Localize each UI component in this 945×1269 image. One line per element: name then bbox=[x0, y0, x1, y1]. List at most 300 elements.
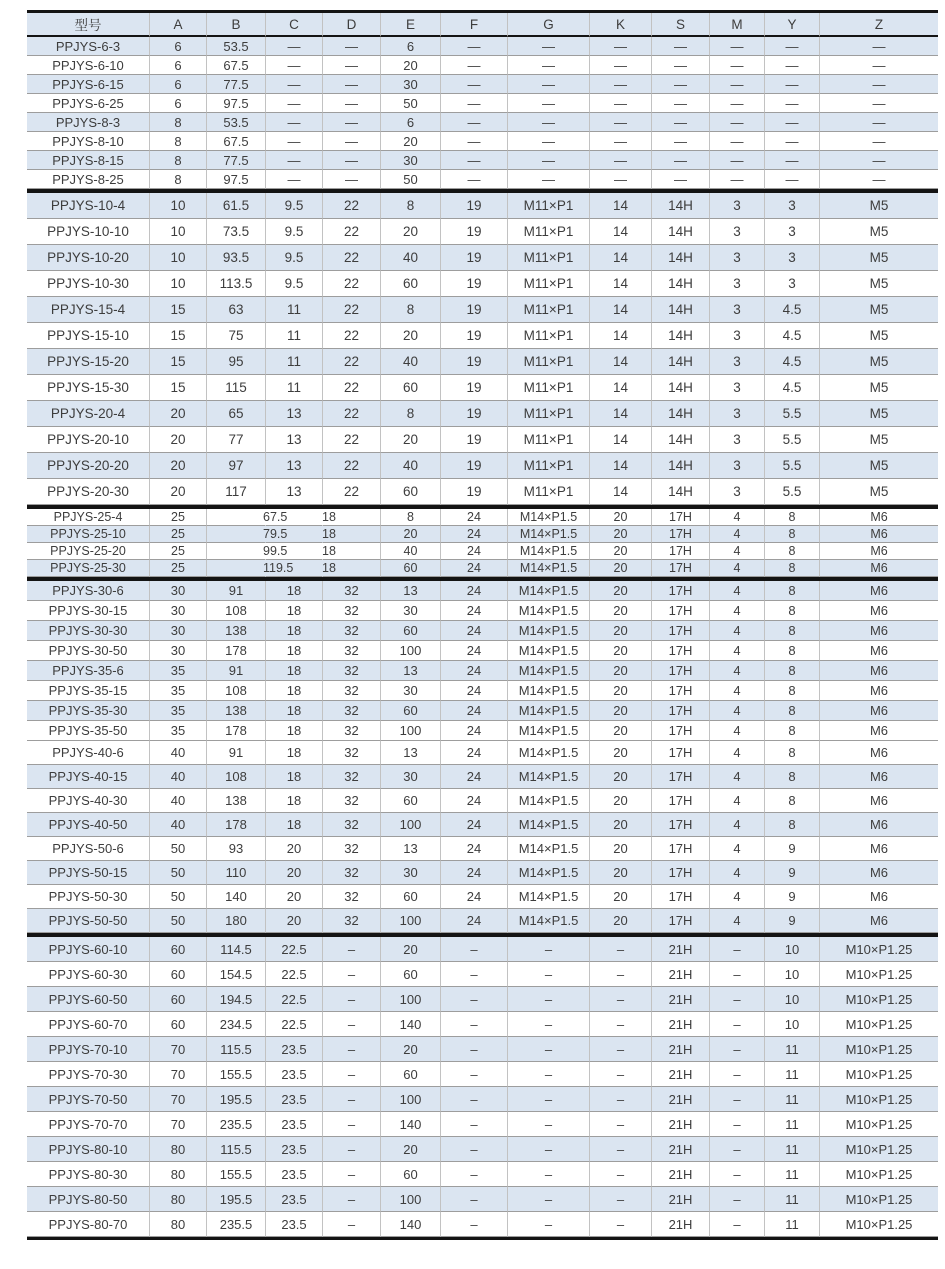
table-cell: 14 bbox=[590, 375, 652, 401]
table-cell: 20 bbox=[381, 1037, 441, 1062]
table-cell: 14H bbox=[652, 245, 710, 271]
table-cell: — bbox=[590, 151, 652, 170]
table-row bbox=[27, 56, 938, 75]
table-cell: – bbox=[590, 1112, 652, 1137]
table-cell: – bbox=[441, 1037, 508, 1062]
table-cell: 4 bbox=[710, 601, 765, 621]
model-cell: PPJYS-20-20 bbox=[27, 453, 150, 479]
table-cell: 115.5 bbox=[207, 1037, 266, 1062]
table-cell: 10 bbox=[765, 1012, 820, 1037]
table-cell: – bbox=[508, 987, 590, 1012]
table-cell: — bbox=[590, 113, 652, 132]
table-cell: 24 bbox=[441, 543, 508, 560]
table-cell: M10×P1.25 bbox=[820, 937, 938, 962]
table-cell: 3 bbox=[765, 245, 820, 271]
table-cell: 20 bbox=[590, 621, 652, 641]
table-cell: 22.5 bbox=[266, 937, 323, 962]
table-cell: — bbox=[765, 151, 820, 170]
table-cell: 60 bbox=[150, 962, 207, 987]
table-cell: 140 bbox=[381, 1012, 441, 1037]
table-cell: 24 bbox=[441, 721, 508, 741]
table-cell: M6 bbox=[820, 721, 938, 741]
table-row bbox=[27, 701, 938, 721]
table-cell: 11 bbox=[765, 1187, 820, 1212]
table-cell: 18 bbox=[266, 560, 323, 577]
model-cell: PPJYS-6-25 bbox=[27, 94, 150, 113]
table-row bbox=[27, 1112, 938, 1137]
table-cell: 154.5 bbox=[207, 962, 266, 987]
table-cell: 4 bbox=[710, 509, 765, 526]
table-cell: 13 bbox=[381, 741, 441, 765]
table-cell: 77 bbox=[207, 427, 266, 453]
table-row bbox=[27, 75, 938, 94]
table-cell: 77.5 bbox=[207, 151, 266, 170]
table-cell: M6 bbox=[820, 741, 938, 765]
table-cell: 11 bbox=[765, 1137, 820, 1162]
table-cell: — bbox=[765, 94, 820, 113]
table-cell: 30 bbox=[381, 765, 441, 789]
table-cell: 14 bbox=[590, 453, 652, 479]
table-cell: 8 bbox=[381, 401, 441, 427]
model-cell: PPJYS-10-30 bbox=[27, 271, 150, 297]
table-cell: 8 bbox=[150, 132, 207, 151]
table-cell: 100 bbox=[381, 1087, 441, 1112]
table-cell: 32 bbox=[323, 661, 381, 681]
table-cell: — bbox=[652, 170, 710, 189]
table-cell: M14×P1.5 bbox=[508, 509, 590, 526]
model-cell: PPJYS-10-10 bbox=[27, 219, 150, 245]
model-cell: PPJYS-70-70 bbox=[27, 1112, 150, 1137]
table-cell: 80 bbox=[150, 1187, 207, 1212]
table-row bbox=[27, 526, 938, 543]
table-cell: 4 bbox=[710, 681, 765, 701]
table-row bbox=[27, 681, 938, 701]
table-cell: 75 bbox=[207, 323, 266, 349]
table-cell: 24 bbox=[441, 681, 508, 701]
table-cell: 6 bbox=[150, 94, 207, 113]
table-cell: – bbox=[323, 1112, 381, 1137]
table-cell: 30 bbox=[150, 621, 207, 641]
column-header: A bbox=[150, 13, 207, 37]
table-cell: – bbox=[508, 1137, 590, 1162]
table-cell: M14×P1.5 bbox=[508, 621, 590, 641]
table-cell: 11 bbox=[266, 297, 323, 323]
table-cell: 8 bbox=[381, 193, 441, 219]
table-cell: – bbox=[590, 1087, 652, 1112]
table-cell: 70 bbox=[150, 1037, 207, 1062]
table-cell: 155.5 bbox=[207, 1062, 266, 1087]
table-cell: — bbox=[323, 56, 381, 75]
table-cell: 17H bbox=[652, 789, 710, 813]
table-cell: — bbox=[508, 37, 590, 56]
table-cell: 32 bbox=[323, 641, 381, 661]
table-cell: 10 bbox=[150, 271, 207, 297]
table-cell: 22 bbox=[323, 271, 381, 297]
model-cell: PPJYS-60-50 bbox=[27, 987, 150, 1012]
table-cell: 11 bbox=[266, 323, 323, 349]
table-cell: 8 bbox=[765, 721, 820, 741]
table-cell: – bbox=[323, 1137, 381, 1162]
table-cell: 60 bbox=[381, 789, 441, 813]
table-cell: 25 bbox=[150, 560, 207, 577]
table-cell: – bbox=[590, 1062, 652, 1087]
table-cell: 14 bbox=[590, 401, 652, 427]
table-cell: 3 bbox=[710, 427, 765, 453]
table-section bbox=[27, 741, 938, 933]
table-cell: 9.5 bbox=[266, 219, 323, 245]
table-cell: 3 bbox=[710, 375, 765, 401]
table-cell: 6 bbox=[150, 56, 207, 75]
table-cell: M11×P1 bbox=[508, 245, 590, 271]
table-cell: 21H bbox=[652, 1137, 710, 1162]
model-cell: PPJYS-10-4 bbox=[27, 193, 150, 219]
table-cell: M10×P1.25 bbox=[820, 1062, 938, 1087]
table-cell: 3 bbox=[710, 245, 765, 271]
table-cell: 40 bbox=[150, 741, 207, 765]
table-cell: 3 bbox=[710, 297, 765, 323]
table-cell: – bbox=[441, 937, 508, 962]
model-cell: PPJYS-6-15 bbox=[27, 75, 150, 94]
table-cell: 100 bbox=[381, 813, 441, 837]
table-cell: 4 bbox=[710, 741, 765, 765]
table-cell: 8 bbox=[765, 601, 820, 621]
table-cell: – bbox=[710, 1087, 765, 1112]
table-cell: — bbox=[590, 170, 652, 189]
table-cell: 17H bbox=[652, 721, 710, 741]
table-section bbox=[27, 937, 938, 1237]
table-cell: 20 bbox=[590, 526, 652, 543]
table-cell: 100 bbox=[381, 909, 441, 933]
table-cell: 35 bbox=[150, 681, 207, 701]
table-cell: 20 bbox=[381, 132, 441, 151]
table-cell: 21H bbox=[652, 937, 710, 962]
table-cell: M14×P1.5 bbox=[508, 813, 590, 837]
table-cell: 178 bbox=[207, 641, 266, 661]
table-cell: 13 bbox=[266, 479, 323, 505]
table-cell: 100 bbox=[381, 987, 441, 1012]
table-cell: M6 bbox=[820, 601, 938, 621]
table-cell: 195.5 bbox=[207, 1087, 266, 1112]
table-cell: 22 bbox=[323, 323, 381, 349]
table-cell: 117 bbox=[207, 479, 266, 505]
table-cell: 24 bbox=[441, 765, 508, 789]
table-cell: — bbox=[765, 37, 820, 56]
table-cell: 20 bbox=[590, 543, 652, 560]
table-cell: 24 bbox=[441, 789, 508, 813]
table-cell: – bbox=[710, 962, 765, 987]
table-cell: 4 bbox=[710, 721, 765, 741]
table-cell: 9.5 bbox=[266, 245, 323, 271]
table-cell: 8 bbox=[765, 765, 820, 789]
model-cell: PPJYS-35-15 bbox=[27, 681, 150, 701]
column-header: G bbox=[508, 13, 590, 37]
table-row bbox=[27, 37, 938, 56]
table-cell: 5.5 bbox=[765, 427, 820, 453]
table-row bbox=[27, 1012, 938, 1037]
table-cell: 8 bbox=[381, 509, 441, 526]
table-cell: — bbox=[710, 151, 765, 170]
table-cell: 14 bbox=[590, 245, 652, 271]
table-row bbox=[27, 453, 938, 479]
table-cell: 22.5 bbox=[266, 1012, 323, 1037]
table-cell: 14H bbox=[652, 193, 710, 219]
table-cell: 20 bbox=[590, 741, 652, 765]
table-cell: — bbox=[710, 56, 765, 75]
column-header: D bbox=[323, 13, 381, 37]
table-cell: — bbox=[652, 132, 710, 151]
table-cell: 13 bbox=[381, 837, 441, 861]
table-cell: – bbox=[590, 962, 652, 987]
table-cell: — bbox=[820, 56, 938, 75]
table-cell: 11 bbox=[765, 1062, 820, 1087]
model-cell: PPJYS-60-70 bbox=[27, 1012, 150, 1037]
table-row bbox=[27, 1137, 938, 1162]
table-cell: — bbox=[820, 94, 938, 113]
table-cell: 19 bbox=[441, 219, 508, 245]
table-cell: 53.5 bbox=[207, 113, 266, 132]
column-header: Y bbox=[765, 13, 820, 37]
table-cell: 17H bbox=[652, 813, 710, 837]
table-cell: 60 bbox=[381, 375, 441, 401]
model-cell: PPJYS-80-70 bbox=[27, 1212, 150, 1237]
table-cell: — bbox=[820, 132, 938, 151]
table-cell: 4 bbox=[710, 661, 765, 681]
table-cell: M14×P1.5 bbox=[508, 601, 590, 621]
table-cell: 235.5 bbox=[207, 1212, 266, 1237]
table-cell: — bbox=[710, 113, 765, 132]
table-cell: M14×P1.5 bbox=[508, 560, 590, 577]
model-cell: PPJYS-6-3 bbox=[27, 37, 150, 56]
table-row bbox=[27, 641, 938, 661]
table-cell: 17H bbox=[652, 765, 710, 789]
table-cell: — bbox=[590, 56, 652, 75]
table-row bbox=[27, 581, 938, 601]
table-cell: 19 bbox=[441, 375, 508, 401]
table-cell: — bbox=[323, 75, 381, 94]
table-row bbox=[27, 170, 938, 189]
table-cell: – bbox=[441, 1212, 508, 1237]
table-cell: 23.5 bbox=[266, 1112, 323, 1137]
table-cell: – bbox=[590, 1012, 652, 1037]
table-row bbox=[27, 721, 938, 741]
table-cell: M10×P1.25 bbox=[820, 1087, 938, 1112]
table-cell: 21H bbox=[652, 1012, 710, 1037]
table-cell: 17H bbox=[652, 909, 710, 933]
table-cell: 20 bbox=[266, 861, 323, 885]
table-cell: M6 bbox=[820, 509, 938, 526]
table-cell: 22 bbox=[323, 245, 381, 271]
table-cell: M11×P1 bbox=[508, 323, 590, 349]
model-cell: PPJYS-6-10 bbox=[27, 56, 150, 75]
table-cell: 40 bbox=[150, 813, 207, 837]
column-header: Z bbox=[820, 13, 938, 37]
table-cell: M6 bbox=[820, 621, 938, 641]
table-cell: 14H bbox=[652, 271, 710, 297]
table-cell: 99.5 bbox=[207, 543, 266, 560]
table-cell: 4.5 bbox=[765, 323, 820, 349]
table-cell: M5 bbox=[820, 271, 938, 297]
table-cell: 18 bbox=[266, 543, 323, 560]
table-cell: M11×P1 bbox=[508, 297, 590, 323]
table-cell: 14 bbox=[590, 193, 652, 219]
table-cell: M11×P1 bbox=[508, 219, 590, 245]
table-cell: M10×P1.25 bbox=[820, 962, 938, 987]
model-cell: PPJYS-25-20 bbox=[27, 543, 150, 560]
table-cell: – bbox=[323, 1012, 381, 1037]
table-cell: 4 bbox=[710, 885, 765, 909]
table-cell: — bbox=[508, 56, 590, 75]
table-cell: 95 bbox=[207, 349, 266, 375]
table-cell: 35 bbox=[150, 721, 207, 741]
table-cell: M5 bbox=[820, 219, 938, 245]
table-cell: 20 bbox=[590, 909, 652, 933]
table-cell: 6 bbox=[381, 113, 441, 132]
model-cell: PPJYS-8-15 bbox=[27, 151, 150, 170]
table-cell: — bbox=[441, 151, 508, 170]
table-cell: 40 bbox=[381, 543, 441, 560]
table-cell: 19 bbox=[441, 193, 508, 219]
table-cell: 20 bbox=[150, 453, 207, 479]
table-cell: — bbox=[441, 113, 508, 132]
table-cell: – bbox=[508, 962, 590, 987]
table-cell: 30 bbox=[381, 681, 441, 701]
table-cell: M14×P1.5 bbox=[508, 543, 590, 560]
table-row bbox=[27, 813, 938, 837]
table-cell: M10×P1.25 bbox=[820, 1037, 938, 1062]
table-cell: — bbox=[441, 75, 508, 94]
table-cell: 6 bbox=[150, 75, 207, 94]
model-cell: PPJYS-35-50 bbox=[27, 721, 150, 741]
table-row bbox=[27, 245, 938, 271]
table-cell: M5 bbox=[820, 401, 938, 427]
table-cell: M14×P1.5 bbox=[508, 861, 590, 885]
table-cell: – bbox=[323, 1187, 381, 1212]
table-cell: M6 bbox=[820, 526, 938, 543]
table-cell: 14H bbox=[652, 375, 710, 401]
table-cell: 24 bbox=[441, 813, 508, 837]
table-cell: 18 bbox=[266, 741, 323, 765]
table-cell: 108 bbox=[207, 601, 266, 621]
table-cell: M10×P1.25 bbox=[820, 1137, 938, 1162]
table-cell: M6 bbox=[820, 837, 938, 861]
table-cell: M14×P1.5 bbox=[508, 837, 590, 861]
table-cell: 32 bbox=[323, 721, 381, 741]
table-cell: 18 bbox=[266, 813, 323, 837]
table-cell: 80 bbox=[150, 1162, 207, 1187]
table-cell: 5.5 bbox=[765, 401, 820, 427]
table-cell: M5 bbox=[820, 193, 938, 219]
table-cell: — bbox=[765, 56, 820, 75]
model-cell: PPJYS-20-4 bbox=[27, 401, 150, 427]
table-cell: 9.5 bbox=[266, 271, 323, 297]
table-cell: – bbox=[441, 1112, 508, 1137]
table-cell: 30 bbox=[381, 861, 441, 885]
model-cell: PPJYS-25-4 bbox=[27, 509, 150, 526]
table-cell: — bbox=[652, 151, 710, 170]
table-cell: M14×P1.5 bbox=[508, 741, 590, 765]
table-cell: – bbox=[441, 1137, 508, 1162]
table-cell: — bbox=[765, 75, 820, 94]
table-cell: — bbox=[820, 37, 938, 56]
table-cell: 20 bbox=[590, 837, 652, 861]
column-header: M bbox=[710, 13, 765, 37]
table-cell: 8 bbox=[765, 641, 820, 661]
model-cell: PPJYS-15-30 bbox=[27, 375, 150, 401]
table-cell: M11×P1 bbox=[508, 349, 590, 375]
table-cell: 21H bbox=[652, 1062, 710, 1087]
table-cell: 19 bbox=[441, 271, 508, 297]
table-cell: 21H bbox=[652, 1212, 710, 1237]
column-header: 型号 bbox=[27, 13, 150, 37]
table-cell: M6 bbox=[820, 789, 938, 813]
table-cell: 60 bbox=[150, 987, 207, 1012]
table-cell: 65 bbox=[207, 401, 266, 427]
table-cell: 22 bbox=[323, 297, 381, 323]
table-cell: 23.5 bbox=[266, 1037, 323, 1062]
table-cell: — bbox=[652, 37, 710, 56]
table-cell: 80 bbox=[150, 1137, 207, 1162]
table-cell: 4 bbox=[710, 861, 765, 885]
table-cell: — bbox=[508, 170, 590, 189]
table-cell: 6 bbox=[150, 37, 207, 56]
table-cell: 115 bbox=[207, 375, 266, 401]
table-cell: 138 bbox=[207, 789, 266, 813]
table-cell: 18 bbox=[266, 601, 323, 621]
table-cell: M14×P1.5 bbox=[508, 681, 590, 701]
table-cell: — bbox=[652, 56, 710, 75]
table-cell: 20 bbox=[381, 427, 441, 453]
table-cell: 20 bbox=[150, 427, 207, 453]
table-cell: – bbox=[323, 937, 381, 962]
table-cell: 32 bbox=[323, 741, 381, 765]
table-row bbox=[27, 789, 938, 813]
table-cell: 4 bbox=[710, 526, 765, 543]
table-cell: 67.5 bbox=[207, 509, 266, 526]
table-cell: 24 bbox=[441, 837, 508, 861]
table-cell: — bbox=[508, 113, 590, 132]
table-cell: M11×P1 bbox=[508, 479, 590, 505]
table-cell: 19 bbox=[441, 427, 508, 453]
table-cell: 13 bbox=[381, 661, 441, 681]
table-cell: – bbox=[590, 1037, 652, 1062]
table-row bbox=[27, 479, 938, 505]
table-cell: 4 bbox=[710, 765, 765, 789]
table-cell: 20 bbox=[590, 641, 652, 661]
column-header: F bbox=[441, 13, 508, 37]
table-row bbox=[27, 323, 938, 349]
model-cell: PPJYS-50-30 bbox=[27, 885, 150, 909]
table-cell: – bbox=[508, 1087, 590, 1112]
table-cell: 11 bbox=[765, 1087, 820, 1112]
model-cell: PPJYS-40-50 bbox=[27, 813, 150, 837]
table-cell: M6 bbox=[820, 813, 938, 837]
table-cell: 21H bbox=[652, 962, 710, 987]
table-cell: 40 bbox=[381, 245, 441, 271]
table-cell: 20 bbox=[590, 701, 652, 721]
model-cell: PPJYS-25-10 bbox=[27, 526, 150, 543]
table-cell: 3 bbox=[710, 271, 765, 297]
model-cell: PPJYS-30-6 bbox=[27, 581, 150, 601]
table-cell: M10×P1.25 bbox=[820, 1012, 938, 1037]
table-cell: 3 bbox=[710, 453, 765, 479]
table-cell: — bbox=[820, 113, 938, 132]
table-cell: 8 bbox=[765, 543, 820, 560]
table-cell: 18 bbox=[266, 641, 323, 661]
table-cell: 178 bbox=[207, 813, 266, 837]
table-cell: 8 bbox=[765, 581, 820, 601]
table-cell: 9 bbox=[765, 837, 820, 861]
table-row bbox=[27, 543, 938, 560]
